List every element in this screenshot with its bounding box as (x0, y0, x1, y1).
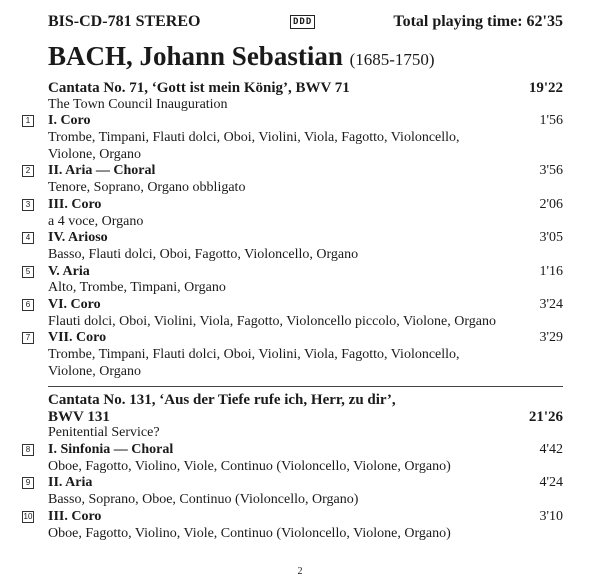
track-number-box: 4 (22, 232, 34, 244)
track-scoring: Basso, Flauti dolci, Oboi, Fagotto, Violoncello, Organo (48, 246, 359, 262)
track-title: VII. Coro (48, 330, 107, 346)
track-scoring: Oboe, Fagotto, Violino, Viole, Continuo (Violoncello, Violone, Organo) (48, 525, 451, 541)
cantata-subtitle: Penitential Service? (48, 425, 160, 441)
cantata-time: 21'26 (528, 408, 563, 425)
track-scoring: Tenore, Soprano, Organo obbligato (48, 180, 246, 196)
track-row (25, 296, 563, 314)
track-time: 3'29 (539, 330, 563, 346)
track-time: 3'56 (539, 163, 563, 179)
track-row (25, 196, 563, 214)
track-number-box: 1 (22, 115, 34, 127)
cantata-title-row (48, 80, 563, 97)
track-row (25, 475, 563, 492)
track-scoring: Flauti dolci, Oboi, Violini, Viola, Fagotto, Violoncello piccolo, Violone, Organo (48, 313, 496, 329)
track-scoring: Trombe, Timpani, Flauti dolci, Oboi, Violini, Viola, Fagotto, Violoncello, (48, 347, 460, 362)
track-title: V. Aria (48, 263, 90, 279)
divider (48, 386, 563, 387)
track-title: I. Sinfonia — Choral (48, 442, 174, 458)
track-number-box: 5 (22, 266, 34, 278)
track-time: 1'16 (539, 263, 563, 279)
track-scoring: Alto, Trombe, Timpani, Organo (48, 280, 226, 296)
track-time: 3'24 (539, 296, 563, 312)
track-scoring: Oboe, Fagotto, Violino, Viole, Continuo (Violoncello, Violone, Organo) (48, 458, 451, 474)
total-playing-time: Total playing time: 62'35 (393, 13, 563, 30)
cantata-subtitle: The Town Council Inauguration (48, 96, 228, 112)
track-row (23, 508, 563, 526)
track-number-box: 3 (22, 199, 34, 211)
track-number-box: 6 (22, 299, 34, 311)
track-row (25, 330, 563, 347)
header (48, 12, 563, 34)
track-title: II. Aria (48, 475, 93, 491)
track-scoring: Violone, Organo (48, 146, 141, 162)
track-number-box: 2 (22, 165, 34, 177)
ddd-badge: DDD (290, 15, 315, 29)
track-row (25, 113, 563, 130)
track-title: III. Coro (48, 196, 102, 212)
cantata-title-bwv: BWV 131 (48, 408, 110, 425)
track-title: II. Aria — Choral (48, 163, 156, 179)
track-scoring: Basso, Soprano, Oboe, Continuo (Violoncello, Organo) (48, 492, 359, 508)
composer-name: BACH, Johann Sebastian (48, 41, 343, 71)
track-row (25, 442, 563, 459)
cantata-title: Cantata No. 71, ‘Gott ist mein König’, BWV 71 (48, 80, 350, 96)
cantata-title-row (48, 409, 563, 426)
track-time: 3'10 (539, 508, 563, 524)
cantata-time: 19'22 (528, 80, 563, 96)
track-title: I. Coro (48, 113, 91, 129)
track-time: 2'06 (539, 196, 563, 212)
catalog-number: BIS-CD-781 STEREO (48, 13, 201, 30)
track-time: 4'42 (539, 442, 563, 458)
track-title: III. Coro (48, 508, 102, 524)
cantata-71 (25, 80, 563, 380)
track-scoring: Trombe, Timpani, Flauti dolci, Oboi, Violini, Viola, Fagotto, Violoncello, (48, 130, 460, 146)
track-number-box: 9 (22, 477, 34, 489)
track-time: 4'24 (539, 475, 563, 491)
page-number: 2 (297, 566, 303, 577)
track-title: VI. Coro (48, 296, 101, 312)
track-row (25, 163, 563, 180)
cantata-title: Cantata No. 131, ‘Aus der Tiefe rufe ich, Herr, zu dir’, (48, 392, 396, 408)
track-row (25, 263, 563, 281)
track-row (25, 230, 563, 247)
track-scoring: a 4 voce, Organo (48, 213, 144, 229)
track-number-box: 10 (23, 511, 33, 521)
track-title: IV. Arioso (48, 230, 108, 246)
track-scoring: Violone, Organo (48, 363, 141, 379)
cantata-131 (23, 392, 563, 542)
track-time: 1'56 (539, 113, 563, 129)
track-number-box: 7 (22, 332, 34, 344)
composer (48, 40, 435, 76)
track-number-box: 8 (22, 444, 34, 456)
track-time: 3'05 (539, 230, 563, 246)
composer-dates: (1685-1750) (349, 50, 435, 69)
